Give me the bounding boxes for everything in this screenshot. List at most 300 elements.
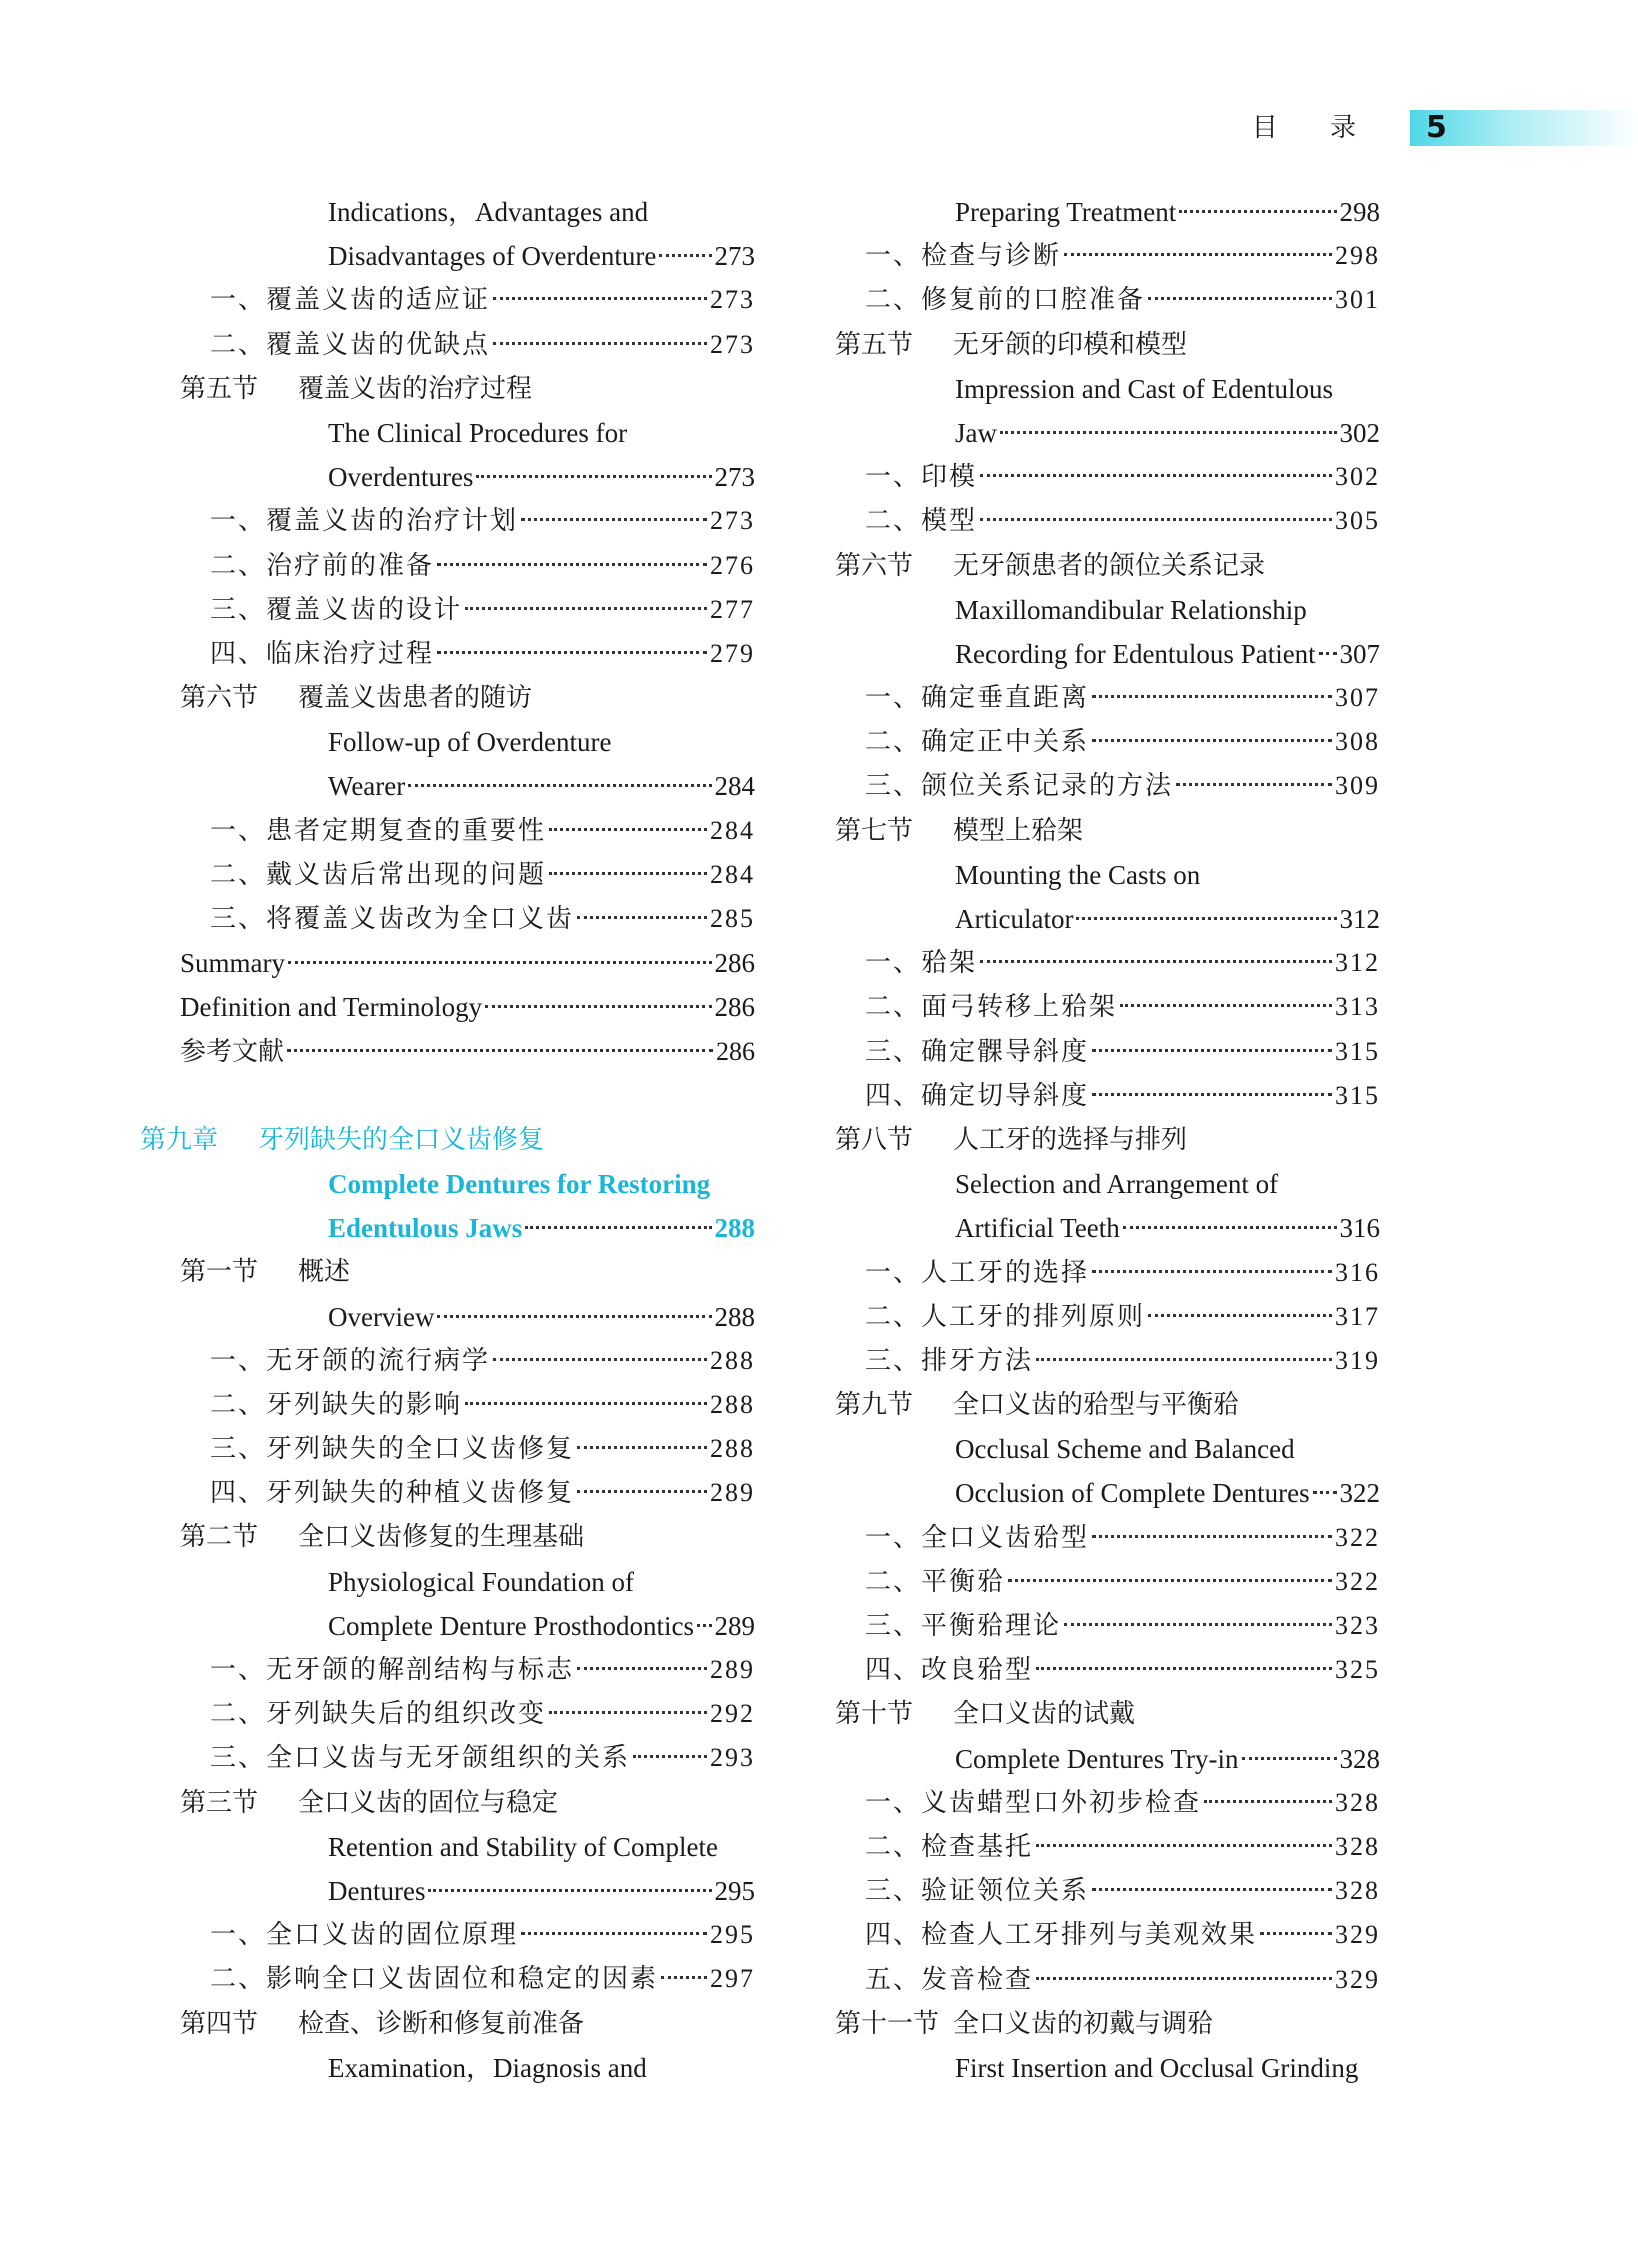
entry-text: The Clinical Procedures for <box>328 417 628 448</box>
page-number-ref: 305 <box>1335 506 1380 536</box>
section-label: 第十节 <box>835 1699 914 1730</box>
page-number-ref: 276 <box>710 550 755 580</box>
dot-leader <box>1204 1800 1332 1803</box>
toc-section-heading[interactable] <box>180 367 755 411</box>
toc-chapter-heading[interactable] <box>140 1118 755 1162</box>
toc-subentry[interactable] <box>180 897 755 941</box>
toc-right-column <box>835 190 1380 2090</box>
dot-leader <box>287 1049 713 1052</box>
dot-leader <box>465 1402 707 1405</box>
toc-subentry[interactable] <box>835 985 1380 1029</box>
entry-text: First Insertion and Occlusal Grinding <box>955 2052 1359 2083</box>
toc-entry[interactable] <box>180 1604 755 1648</box>
entry-text: 二、模型 <box>865 506 978 537</box>
entry-text: 三、确定髁导斜度 <box>865 1036 1090 1067</box>
entry-text: 一、全口义齿𬌗型 <box>865 1522 1090 1553</box>
section-title: 人工牙的选择与排列 <box>953 1124 1188 1155</box>
entry-text: 四、临床治疗过程 <box>210 638 435 669</box>
toc-entry[interactable] <box>180 455 755 499</box>
page-number-ref: 309 <box>1335 771 1380 801</box>
entry-text: Preparing Treatment <box>955 197 1177 227</box>
toc-section-heading[interactable] <box>835 323 1380 367</box>
section-title: 全口义齿的固位与稳定 <box>298 1787 559 1818</box>
entry-text: 一、印模 <box>865 462 978 493</box>
section-label: 第五节 <box>180 373 259 404</box>
toc-subentry[interactable] <box>180 1648 755 1692</box>
toc-entry[interactable] <box>180 1869 755 1913</box>
page-number-ref: 297 <box>710 1964 755 1994</box>
dot-leader <box>633 1755 707 1758</box>
entry-text: Follow-up of Overdenture <box>328 727 612 758</box>
toc-entry[interactable] <box>180 1560 755 1604</box>
toc-entry[interactable] <box>180 1825 755 1869</box>
toc-entry[interactable] <box>835 1737 1380 1781</box>
section-gap <box>180 1074 755 1118</box>
section-label: 第九节 <box>835 1390 914 1421</box>
section-label: 第一节 <box>180 1257 259 1288</box>
entry-text: 三、覆盖义齿的设计 <box>210 594 463 625</box>
entry-text: 二、面弓转移上𬌗架 <box>865 992 1118 1023</box>
section-title: 无牙颌患者的颌位关系记录 <box>953 550 1266 581</box>
dot-leader <box>980 518 1332 521</box>
entry-text: 一、确定垂直距离 <box>865 683 1090 714</box>
page-number-ref: 288 <box>714 1301 755 1332</box>
entry-text: 一、覆盖义齿的治疗计划 <box>210 506 519 537</box>
section-label: 第十一节 <box>835 2008 940 2039</box>
section-label: 第四节 <box>180 2008 259 2039</box>
toc-subentry[interactable] <box>180 544 755 588</box>
page-number-ref: 302 <box>1335 462 1380 492</box>
entry-text: Edentulous Jaws <box>328 1213 523 1244</box>
entry-text: Recording for Edentulous Patient <box>955 638 1316 669</box>
dot-leader <box>465 607 707 610</box>
dot-leader <box>1179 210 1336 213</box>
section-label: 第八节 <box>835 1124 914 1155</box>
dot-leader <box>525 1226 711 1229</box>
entry-text: 三、验证领位关系 <box>865 1876 1090 1907</box>
dot-leader <box>549 1711 707 1714</box>
toc-subentry[interactable] <box>835 455 1380 499</box>
toc-left-column <box>140 190 755 2090</box>
dot-leader <box>476 475 711 478</box>
entry-text: Wearer <box>328 771 406 802</box>
toc-entry[interactable] <box>180 764 755 808</box>
dot-leader <box>288 961 712 964</box>
toc-subentry[interactable] <box>835 941 1380 985</box>
page-number-ref: 317 <box>1335 1301 1380 1331</box>
page-number-ref: 288 <box>710 1434 755 1464</box>
toc-entry[interactable] <box>835 411 1380 455</box>
page-number-ref: 288 <box>710 1345 755 1375</box>
dot-leader <box>1092 1535 1332 1538</box>
toc-section-heading[interactable] <box>180 676 755 720</box>
page-number-ref: 328 <box>1339 1743 1380 1774</box>
toc-subentry[interactable] <box>180 588 755 632</box>
entry-text: 五、发音检查 <box>865 1964 1034 1995</box>
page-number-ref: 277 <box>710 594 755 624</box>
page-number-ref: 286 <box>714 992 755 1023</box>
dot-leader <box>549 872 707 875</box>
page-number-ref: 295 <box>714 1875 755 1906</box>
dot-leader <box>980 474 1332 477</box>
dot-leader <box>577 1490 707 1493</box>
toc-subentry[interactable] <box>180 1692 755 1736</box>
dot-leader <box>1036 1667 1332 1670</box>
toc-section-heading[interactable] <box>835 1692 1380 1736</box>
page-number-ref: 286 <box>716 1036 755 1066</box>
section-title: 概述 <box>298 1257 351 1288</box>
toc-section-heading[interactable] <box>835 1383 1380 1427</box>
section-title: 无牙颌的印模和模型 <box>953 329 1188 360</box>
dot-leader <box>428 1889 711 1892</box>
page-number-ref: 292 <box>710 1699 755 1729</box>
page-number-ref: 322 <box>1335 1566 1380 1596</box>
entry-text: 一、无牙颌的解剖结构与标志 <box>210 1655 575 1685</box>
toc-subentry[interactable] <box>180 1471 755 1515</box>
entry-text: 一、人工牙的选择 <box>865 1257 1090 1288</box>
entry-text: Complete Dentures Try-in <box>955 1743 1239 1774</box>
page-number-ref: 308 <box>1335 727 1380 757</box>
dot-leader <box>1313 1491 1337 1494</box>
entry-text: 三、排牙方法 <box>865 1345 1034 1376</box>
toc-subentry[interactable] <box>835 1648 1380 1692</box>
dot-leader <box>437 651 707 654</box>
toc-entry[interactable] <box>180 1295 755 1339</box>
entry-text: 三、颌位关系记录的方法 <box>865 771 1174 802</box>
section-title: 全口义齿的试戴 <box>953 1699 1136 1730</box>
dot-leader <box>1036 1977 1332 1980</box>
toc-subentry[interactable] <box>835 676 1380 720</box>
entry-text: 四、确定切导斜度 <box>865 1080 1090 1111</box>
toc-subentry[interactable] <box>835 1781 1380 1825</box>
toc-subentry[interactable] <box>180 809 755 853</box>
toc-entry[interactable] <box>180 941 755 985</box>
toc-entry[interactable] <box>180 985 755 1029</box>
dot-leader <box>493 1358 707 1361</box>
section-title: 模型上𬌗架 <box>953 815 1084 846</box>
dot-leader <box>1000 431 1337 434</box>
dot-leader <box>1092 1888 1332 1891</box>
page-number-ref: 312 <box>1339 904 1380 934</box>
toc-subentry[interactable] <box>180 632 755 676</box>
dot-leader <box>577 1667 707 1670</box>
dot-leader <box>1092 1049 1332 1052</box>
page-number-ref: 316 <box>1335 1257 1380 1287</box>
dot-leader <box>1036 1358 1332 1361</box>
page-number-ref: 273 <box>710 285 755 315</box>
entry-text: Physiological Foundation of <box>328 1566 634 1597</box>
page-number-ref: 273 <box>714 462 755 493</box>
entry-text: Indications，Advantages and <box>328 197 649 227</box>
entry-text: Jaw <box>955 417 997 448</box>
page-number-ref: 273 <box>710 329 755 359</box>
dot-leader <box>1120 1004 1332 1007</box>
entry-text: Selection and Arrangement of <box>955 1169 1279 1200</box>
toc-chapter-english[interactable] <box>180 1162 755 1206</box>
toc-subentry[interactable] <box>835 720 1380 764</box>
page-number-ref: 293 <box>710 1743 755 1773</box>
page-number-ref: 289 <box>710 1478 755 1508</box>
entry-text: 参考文献 <box>180 1036 285 1067</box>
page-number-ref: 329 <box>1335 1964 1380 1994</box>
toc-subentry[interactable] <box>180 1339 755 1383</box>
page-number-ref: 295 <box>710 1920 755 1950</box>
toc-section-heading[interactable] <box>835 2002 1380 2046</box>
entry-text: 三、牙列缺失的全口义齿修复 <box>210 1434 575 1465</box>
entry-text: Mounting the Casts on <box>955 859 1201 890</box>
dot-leader <box>408 784 711 787</box>
entry-text: 三、全口义齿与无牙颌组织的关系 <box>210 1743 631 1774</box>
toc-subentry[interactable] <box>180 1736 755 1780</box>
dot-leader <box>521 518 707 521</box>
dot-leader <box>1092 1270 1332 1273</box>
entry-text: 二、牙列缺失后的组织改变 <box>210 1699 547 1730</box>
entry-text: 二、人工牙的排列原则 <box>865 1301 1146 1332</box>
toc-subentry[interactable] <box>180 1427 755 1471</box>
page-number-ref: 322 <box>1335 1522 1380 1552</box>
toc-subentry[interactable] <box>835 1958 1380 2002</box>
page-number-ref: 325 <box>1335 1655 1380 1685</box>
dot-leader <box>1123 1226 1337 1229</box>
dot-leader <box>1036 1844 1332 1847</box>
toc-section-heading[interactable] <box>835 544 1380 588</box>
dot-leader <box>661 1976 707 1979</box>
toc-entry[interactable] <box>835 2046 1380 2090</box>
section-label: 第六节 <box>835 550 914 581</box>
entry-text: 二、戴义齿后常出现的问题 <box>210 859 547 890</box>
entry-text: Disadvantages of Overdenture <box>328 241 657 272</box>
entry-text: 一、无牙颌的流行病学 <box>210 1345 491 1376</box>
dot-leader <box>659 254 711 257</box>
toc-subentry[interactable] <box>835 1339 1380 1383</box>
section-label: 第五节 <box>835 329 914 360</box>
page-number-ref: 328 <box>1335 1831 1380 1861</box>
toc-subentry[interactable] <box>835 1825 1380 1869</box>
dot-leader <box>437 1315 711 1318</box>
page-number-ref: 289 <box>714 1610 755 1641</box>
page-number-ref: 315 <box>1335 1036 1380 1066</box>
entry-text: Maxillomandibular Relationship <box>955 594 1307 625</box>
page-number-ref: 273 <box>710 506 755 536</box>
toc-subentry[interactable] <box>835 1913 1380 1957</box>
toc-section-heading[interactable] <box>180 1250 755 1294</box>
toc-subentry[interactable] <box>835 1295 1380 1339</box>
entry-text: Articulator <box>955 904 1074 934</box>
toc-section-heading[interactable] <box>835 1118 1380 1162</box>
page-number-ref: 315 <box>1335 1080 1380 1110</box>
page-number-ref: 279 <box>710 638 755 668</box>
page-number-ref: 328 <box>1335 1787 1380 1817</box>
toc-subentry[interactable] <box>180 323 755 367</box>
section-title: 覆盖义齿的治疗过程 <box>298 373 533 404</box>
page-number-ref: 301 <box>1335 285 1380 315</box>
entry-text: 二、检查基托 <box>865 1831 1034 1862</box>
entry-text: 一、义齿蜡型口外初步检查 <box>865 1787 1202 1818</box>
entry-text: Summary <box>180 948 285 979</box>
entry-text: 一、覆盖义齿的适应证 <box>210 285 491 316</box>
toc-subentry[interactable] <box>835 764 1380 808</box>
dot-leader <box>493 297 707 300</box>
toc-entry[interactable] <box>835 1427 1380 1471</box>
toc-subentry[interactable] <box>180 1957 755 2001</box>
page-number-ref: 313 <box>1335 992 1380 1022</box>
page-number-ref: 302 <box>1339 417 1380 448</box>
page-number: 5 <box>1426 110 1447 145</box>
dot-leader <box>1008 1579 1332 1582</box>
toc-subentry[interactable] <box>835 1251 1380 1295</box>
dot-leader <box>1064 253 1332 256</box>
section-label: 第七节 <box>835 815 914 846</box>
page-number-ref: 284 <box>714 771 755 802</box>
page-number-ref: 286 <box>714 948 755 979</box>
page-number-ref: 319 <box>1335 1345 1380 1375</box>
dot-leader <box>1076 917 1336 920</box>
page-number-ref: 288 <box>714 1213 755 1244</box>
entry-text: 二、牙列缺失的影响 <box>210 1389 463 1420</box>
entry-text: 一、𬌗架 <box>865 948 978 979</box>
dot-leader <box>437 563 707 566</box>
entry-text: 四、牙列缺失的种植义齿修复 <box>210 1478 575 1509</box>
toc-entry[interactable] <box>180 1030 755 1074</box>
entry-text: Definition and Terminology <box>180 992 483 1023</box>
entry-text: 四、改良𬌗型 <box>865 1655 1034 1686</box>
page-header <box>0 110 1638 146</box>
entry-text: Occlusion of Complete Dentures <box>955 1478 1310 1509</box>
toc-chapter-english[interactable] <box>180 1206 755 1250</box>
dot-leader <box>1260 1932 1332 1935</box>
dot-leader <box>1092 1093 1332 1096</box>
entry-text: Complete Dentures for Restoring <box>328 1168 711 1199</box>
page-number-ref: 307 <box>1339 638 1380 669</box>
toc-subentry[interactable] <box>835 278 1380 322</box>
dot-leader <box>521 1932 707 1935</box>
page-number-ref: 322 <box>1339 1478 1380 1509</box>
dot-leader <box>1092 739 1332 742</box>
section-title: 检查、诊断和修复前准备 <box>298 2008 585 2039</box>
entry-text: 一、全口义齿的固位原理 <box>210 1920 519 1951</box>
toc-subentry[interactable] <box>180 1383 755 1427</box>
page-number-ref: 285 <box>710 904 755 933</box>
toc-entry[interactable] <box>835 588 1380 632</box>
dot-leader <box>697 1624 712 1627</box>
toc-subentry[interactable] <box>835 1074 1380 1118</box>
entry-text: 二、修复前的口腔准备 <box>865 285 1146 316</box>
toc-entry[interactable] <box>180 411 755 455</box>
page-number-ref: 273 <box>714 241 755 272</box>
entry-text: Dentures <box>328 1875 426 1906</box>
page-number-ref: 288 <box>710 1389 755 1419</box>
entry-text: 二、确定正中关系 <box>865 727 1090 758</box>
toc-subentry[interactable] <box>835 234 1380 278</box>
toc-subentry[interactable] <box>180 1913 755 1957</box>
entry-text: 二、治疗前的准备 <box>210 550 435 581</box>
page-number-ref: 284 <box>710 859 755 889</box>
dot-leader <box>577 916 707 919</box>
dot-leader <box>549 828 707 831</box>
toc-section-heading[interactable] <box>180 1515 755 1559</box>
section-title: 覆盖义齿患者的随访 <box>298 683 533 714</box>
page-number-ref: 316 <box>1339 1213 1380 1244</box>
page-number-ref: 298 <box>1339 197 1380 227</box>
dot-leader <box>485 1005 711 1008</box>
toc-subentry[interactable] <box>180 853 755 897</box>
dot-leader <box>1064 1623 1332 1626</box>
entry-text: 二、覆盖义齿的优缺点 <box>210 329 491 360</box>
page-number-ref: 307 <box>1335 683 1380 713</box>
section-label: 第三节 <box>180 1787 259 1818</box>
toc-entry[interactable] <box>835 1206 1380 1250</box>
header-title: 目 录 <box>1251 113 1378 143</box>
entry-text: 二、平衡𬌗 <box>865 1566 1006 1597</box>
toc-subentry[interactable] <box>180 499 755 543</box>
page-number-ref: 323 <box>1335 1611 1380 1640</box>
toc-subentry[interactable] <box>180 278 755 322</box>
toc-subentry[interactable] <box>835 1604 1380 1648</box>
entry-text: 三、将覆盖义齿改为全口义齿 <box>210 904 575 934</box>
entry-text: Impression and Cast of Edentulous <box>955 373 1333 404</box>
toc-subentry[interactable] <box>835 499 1380 543</box>
section-title: 全口义齿的𬌗型与平衡𬌗 <box>953 1390 1240 1421</box>
toc-section-heading[interactable] <box>180 1781 755 1825</box>
entry-text: Artificial Teeth <box>955 1213 1120 1244</box>
section-title: 全口义齿的初戴与调𬌗 <box>953 2008 1214 2039</box>
page-number-ref: 329 <box>1335 1920 1380 1950</box>
dot-leader <box>577 1446 707 1449</box>
entry-text: Retention and Stability of Complete <box>328 1831 718 1862</box>
toc-subentry[interactable] <box>835 1030 1380 1074</box>
toc-entry[interactable] <box>835 853 1380 897</box>
entry-text: Overdentures <box>328 462 474 493</box>
dot-leader <box>1242 1757 1337 1760</box>
toc-subentry[interactable] <box>835 1869 1380 1913</box>
entry-text: 一、患者定期复查的重要性 <box>210 815 547 846</box>
toc-entry[interactable] <box>835 190 1380 234</box>
dot-leader <box>1092 695 1332 698</box>
toc-entry[interactable] <box>180 234 755 278</box>
entry-text: Occlusal Scheme and Balanced <box>955 1434 1295 1465</box>
toc-subentry[interactable] <box>835 1516 1380 1560</box>
chapter-label: 第九章 <box>140 1124 219 1155</box>
section-label: 第六节 <box>180 683 259 714</box>
entry-text: Examination，Diagnosis and <box>328 2052 647 2083</box>
dot-leader <box>1148 297 1332 300</box>
dot-leader <box>1176 783 1332 786</box>
chapter-title: 牙列缺失的全口义齿修复 <box>258 1124 545 1155</box>
toc-section-heading[interactable] <box>180 2002 755 2046</box>
toc-entry[interactable] <box>835 367 1380 411</box>
toc-entry[interactable] <box>180 2046 755 2090</box>
entry-text: 四、检查人工牙排列与美观效果 <box>865 1920 1258 1951</box>
toc-entry[interactable] <box>180 720 755 764</box>
toc-entry[interactable] <box>180 190 755 234</box>
dot-leader <box>493 342 707 345</box>
entry-text: 二、影响全口义齿固位和稳定的因素 <box>210 1964 659 1995</box>
page-number-ref: 284 <box>710 815 755 845</box>
entry-text: Overview <box>328 1301 435 1332</box>
page-number-ref: 328 <box>1335 1876 1380 1906</box>
page-number-ref: 289 <box>710 1655 755 1684</box>
toc-subentry[interactable] <box>835 1560 1380 1604</box>
dot-leader <box>1148 1314 1332 1317</box>
toc-entry[interactable] <box>835 1162 1380 1206</box>
dot-leader <box>1319 652 1337 655</box>
toc-entry[interactable] <box>835 1471 1380 1515</box>
section-label: 第二节 <box>180 1522 259 1553</box>
toc-entry[interactable] <box>835 897 1380 941</box>
toc-section-heading[interactable] <box>835 809 1380 853</box>
entry-text: 三、平衡𬌗理论 <box>865 1611 1062 1641</box>
toc-entry[interactable] <box>835 632 1380 676</box>
